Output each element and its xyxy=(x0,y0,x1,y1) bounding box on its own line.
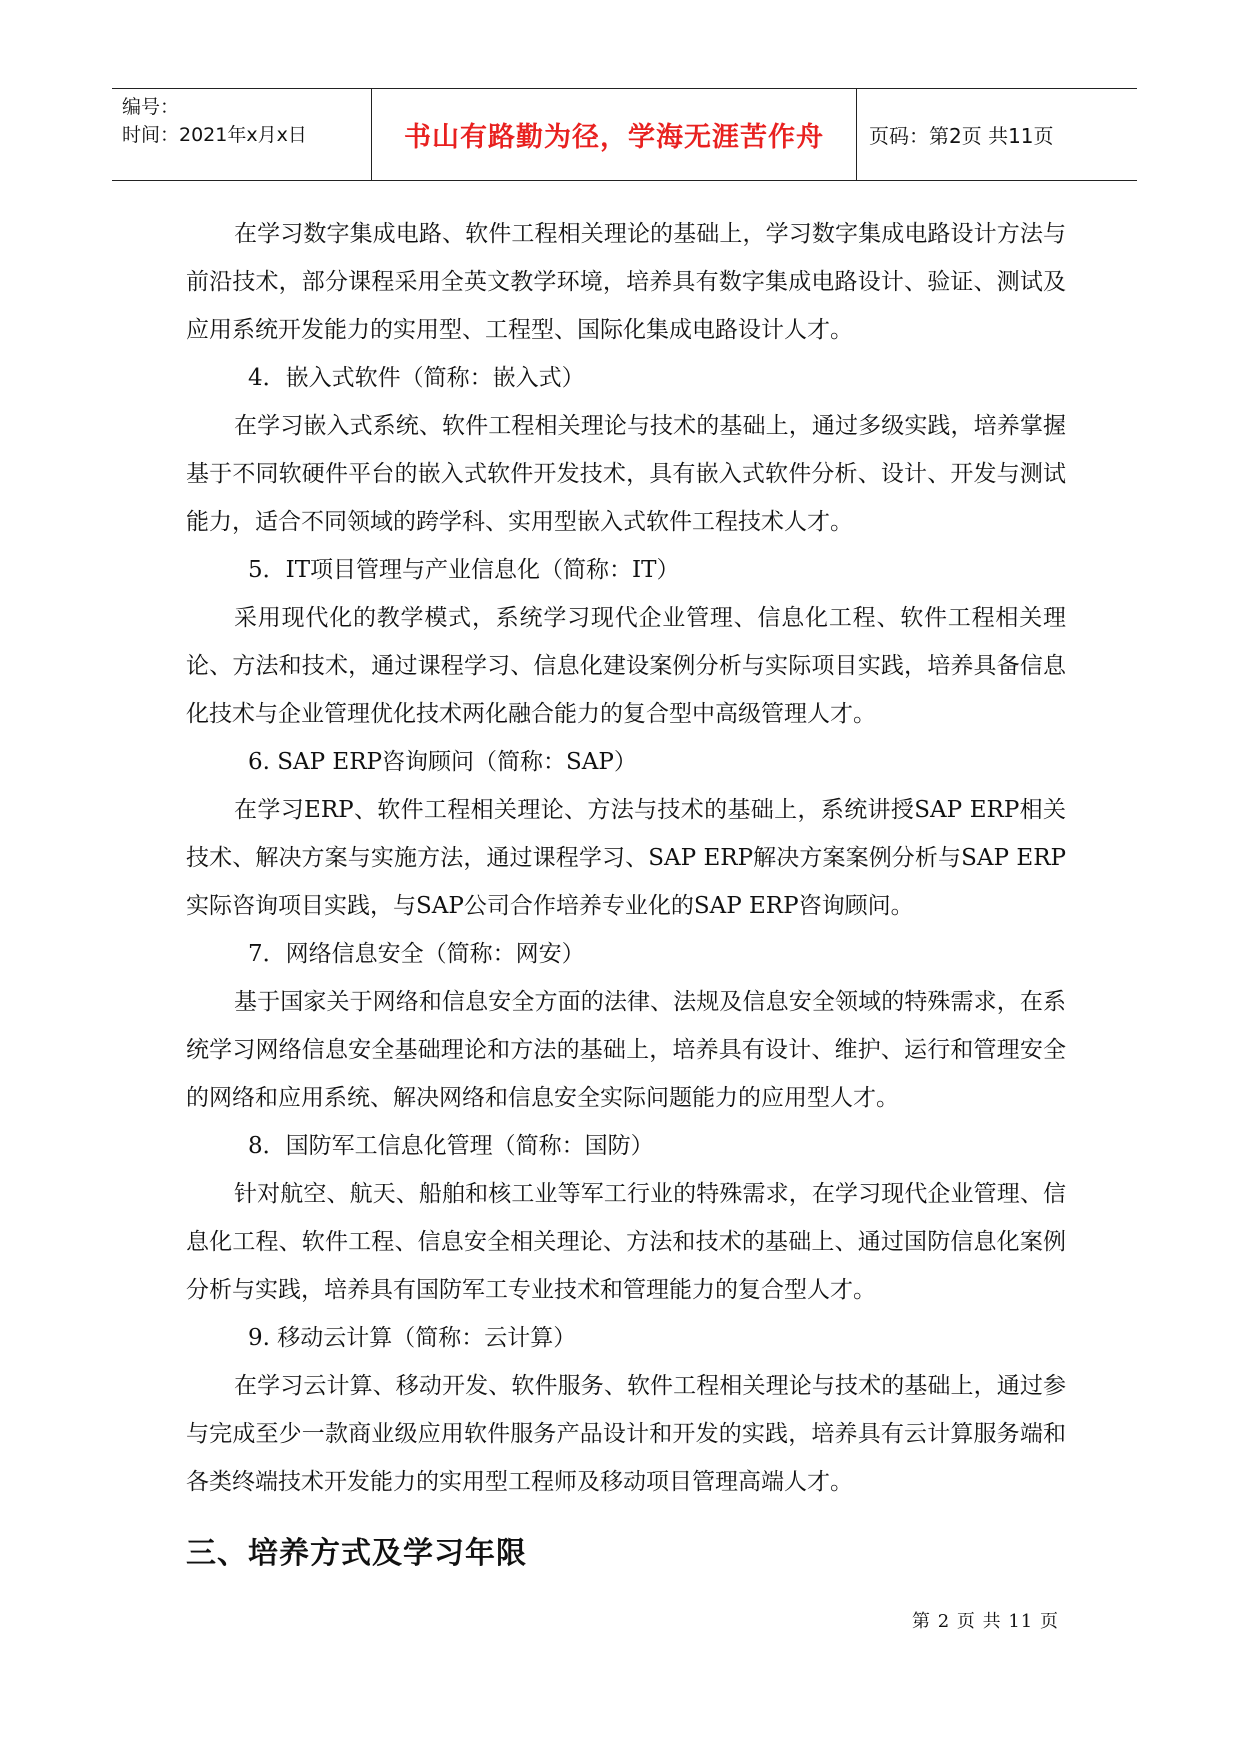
document-number: 编号： xyxy=(122,96,180,118)
page-header xyxy=(112,88,1137,181)
document-body xyxy=(186,210,1066,1506)
header-page-number: 页码：第2页 共11页 xyxy=(869,124,1054,148)
body-paragraph: 针对航空、航天、船舶和核工业等军工行业的特殊需求，在学习现代企业管理、信息化工程、软件工程、信息安全相关理论、方法和技术的基础上、通过国防信息化案例分析与实践，培养具有国防军工专业技术和管理能力的复合型人才。 xyxy=(186,1181,1066,1303)
list-item-heading: 7．网络信息安全（简称：网安） xyxy=(248,941,585,967)
list-item-heading: 9. 移动云计算（简称：云计算） xyxy=(248,1325,577,1351)
page-footer: 第 2 页 共 11 页 xyxy=(912,1611,1059,1632)
header-meta xyxy=(112,89,372,180)
list-item-heading: 8．国防军工信息化管理（简称：国防） xyxy=(248,1133,654,1159)
list-item-heading: 5．IT项目管理与产业信息化（简称：IT） xyxy=(248,557,680,583)
section-heading: 三、培养方式及学习年限 xyxy=(186,1536,527,1571)
body-paragraph: 在学习数字集成电路、软件工程相关理论的基础上，学习数字集成电路设计方法与前沿技术，部分课程采用全英文教学环境，培养具有数字集成电路设计、验证、测试及应用系统开发能力的实用型、工程型、国际化集成电路设计人才。 xyxy=(186,221,1066,343)
list-item-heading: 6. SAP ERP咨询顾问（简称：SAP） xyxy=(248,749,637,775)
document-date: 时间：2021年x月x日 xyxy=(122,124,307,146)
body-paragraph: 基于国家关于网络和信息安全方面的法律、法规及信息安全领域的特殊需求，在系统学习网络信息安全基础理论和方法的基础上，培养具有设计、维护、运行和管理安全的网络和应用系统、解决网络和信息安全实际问题能力的应用型人才。 xyxy=(186,989,1066,1111)
body-paragraph: 在学习嵌入式系统、软件工程相关理论与技术的基础上，通过多级实践，培养掌握基于不同软硬件平台的嵌入式软件开发技术，具有嵌入式软件分析、设计、开发与测试能力，适合不同领域的跨学科、实用型嵌入式软件工程技术人才。 xyxy=(186,413,1066,535)
list-item-heading: 4．嵌入式软件（简称：嵌入式） xyxy=(248,365,585,391)
header-motto: 书山有路勤为径，学海无涯苦作舟 xyxy=(372,89,857,180)
body-paragraph: 在学习云计算、移动开发、软件服务、软件工程相关理论与技术的基础上，通过参与完成至少一款商业级应用软件服务产品设计和开发的实践，培养具有云计算服务端和各类终端技术开发能力的实用型工程师及移动项目管理高端人才。 xyxy=(186,1373,1066,1495)
body-paragraph: 在学习ERP、软件工程相关理论、方法与技术的基础上，系统讲授SAP ERP相关技术、解决方案与实施方法，通过课程学习、SAP ERP解决方案案例分析与SAP ERP实际咨询项目实践，与SAP公司合作培养专业化的SAP ERP咨询顾问。 xyxy=(186,797,1066,919)
body-paragraph: 采用现代化的教学模式，系统学习现代企业管理、信息化工程、软件工程相关理论、方法和技术，通过课程学习、信息化建设案例分析与实际项目实践，培养具备信息化技术与企业管理优化技术两化融合能力的复合型中高级管理人才。 xyxy=(186,605,1066,727)
